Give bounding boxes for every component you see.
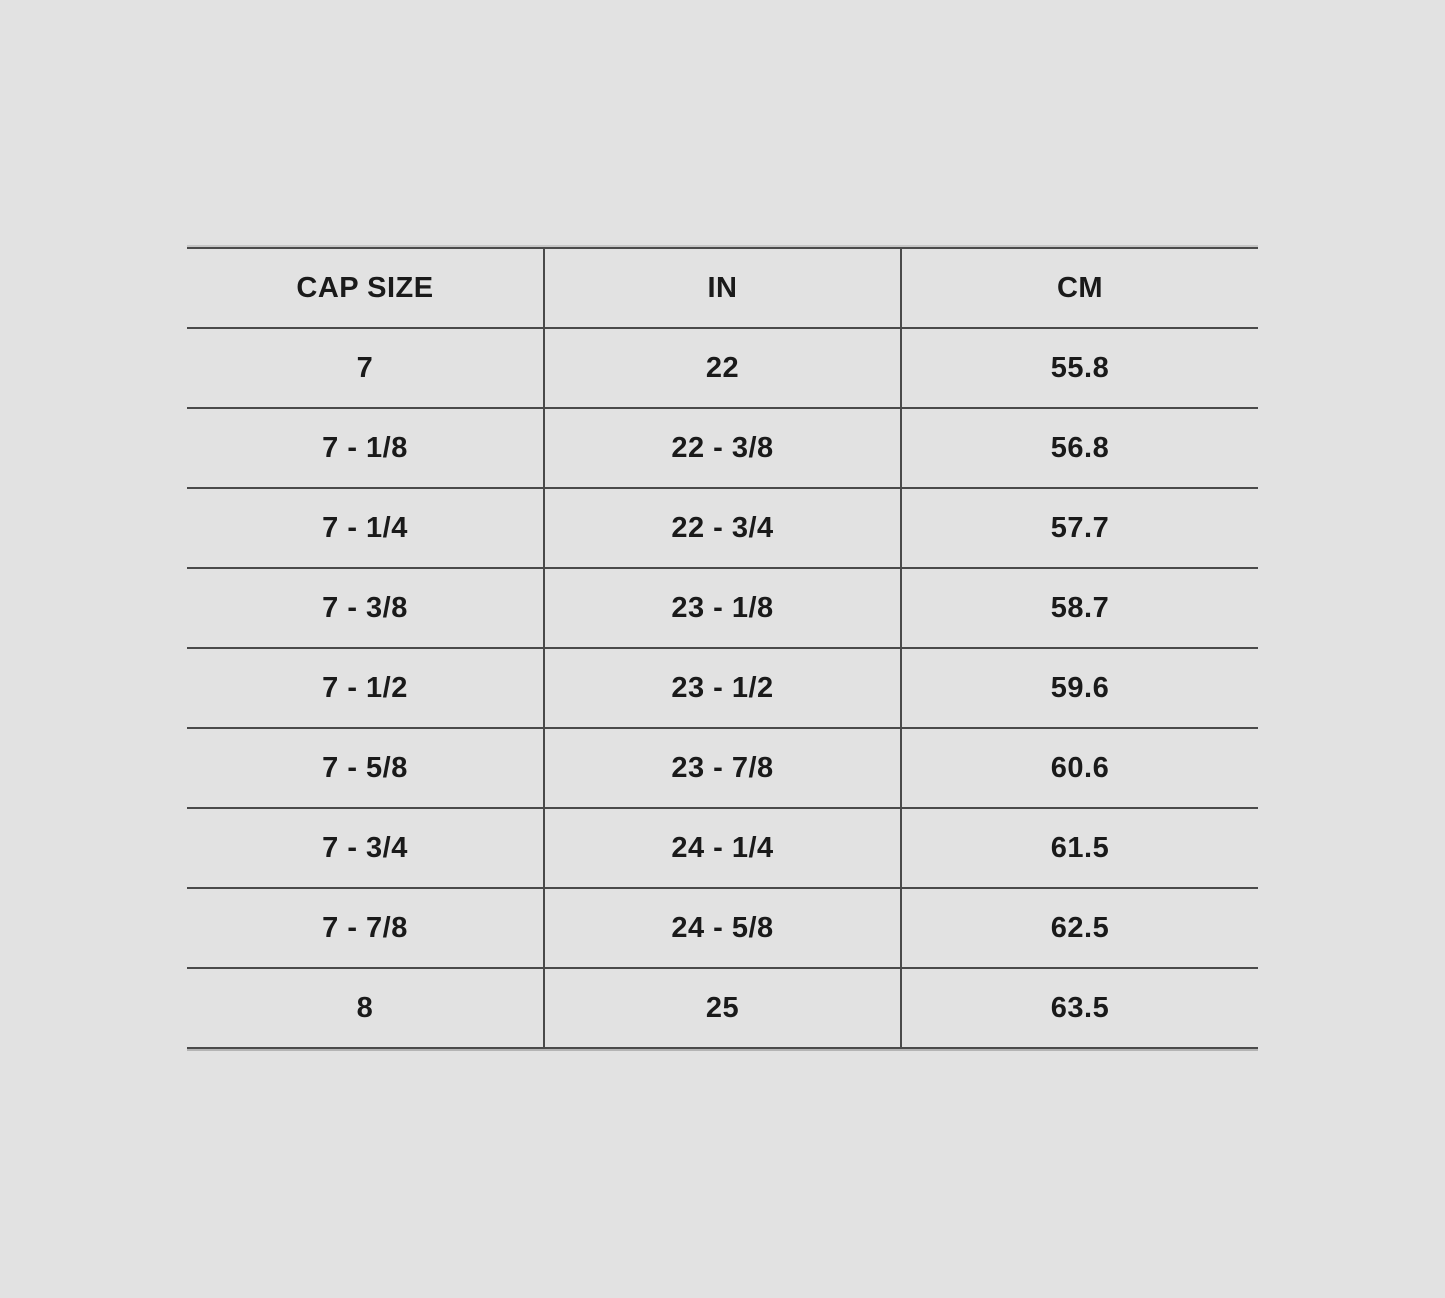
table-cell: 60.6 bbox=[1050, 751, 1110, 784]
table-cell: 22 - 3/4 bbox=[544, 488, 901, 568]
table-cell: 23 - 7/8 bbox=[544, 728, 901, 808]
column-header-in: IN bbox=[544, 248, 901, 328]
size-chart-table bbox=[187, 247, 1258, 1049]
table-row bbox=[187, 488, 1258, 568]
table-row bbox=[187, 568, 1258, 648]
table-row bbox=[187, 888, 1258, 968]
table-body bbox=[187, 328, 1258, 1048]
table-cell: 59.6 bbox=[1050, 671, 1110, 704]
table-cell: 62.5 bbox=[1050, 911, 1110, 944]
table-cell: 23 - 1/2 bbox=[544, 648, 901, 728]
table-cell: 7 - 5/8 bbox=[187, 728, 544, 808]
table-row bbox=[187, 968, 1258, 1048]
table-row bbox=[187, 328, 1258, 408]
table-cell: 25 bbox=[544, 968, 901, 1048]
cap-size-conversion-table bbox=[187, 247, 1258, 1049]
table-cell: 23 - 1/8 bbox=[544, 568, 901, 648]
table-row bbox=[187, 408, 1258, 488]
column-header-cap-size: CAP SIZE bbox=[187, 248, 544, 328]
table-cell: 58.7 bbox=[1050, 591, 1110, 624]
table-row bbox=[187, 648, 1258, 728]
table-row bbox=[187, 728, 1258, 808]
table-cell: 7 - 1/2 bbox=[187, 648, 544, 728]
table-cell: 7 - 1/4 bbox=[187, 488, 544, 568]
table-cell: 63.5 bbox=[1050, 991, 1110, 1024]
table-cell: 56.8 bbox=[1050, 431, 1110, 464]
header-row bbox=[187, 248, 1258, 328]
table-cell: 22 - 3/8 bbox=[544, 408, 901, 488]
column-header-cm: CM bbox=[1056, 271, 1104, 304]
table-cell: 7 - 1/8 bbox=[187, 408, 544, 488]
table-cell: 24 - 5/8 bbox=[544, 888, 901, 968]
table-cell: 7 bbox=[187, 328, 544, 408]
table-cell: 8 bbox=[187, 968, 544, 1048]
table-cell: 61.5 bbox=[1050, 831, 1110, 864]
table-cell: 55.8 bbox=[1050, 351, 1110, 384]
table-cell: 57.7 bbox=[1050, 511, 1110, 544]
table-row bbox=[187, 808, 1258, 888]
table-cell: 24 - 1/4 bbox=[544, 808, 901, 888]
table-cell: 7 - 3/4 bbox=[187, 808, 544, 888]
table-cell: 7 - 3/8 bbox=[187, 568, 544, 648]
table-cell: 22 bbox=[544, 328, 901, 408]
table-cell: 7 - 7/8 bbox=[187, 888, 544, 968]
